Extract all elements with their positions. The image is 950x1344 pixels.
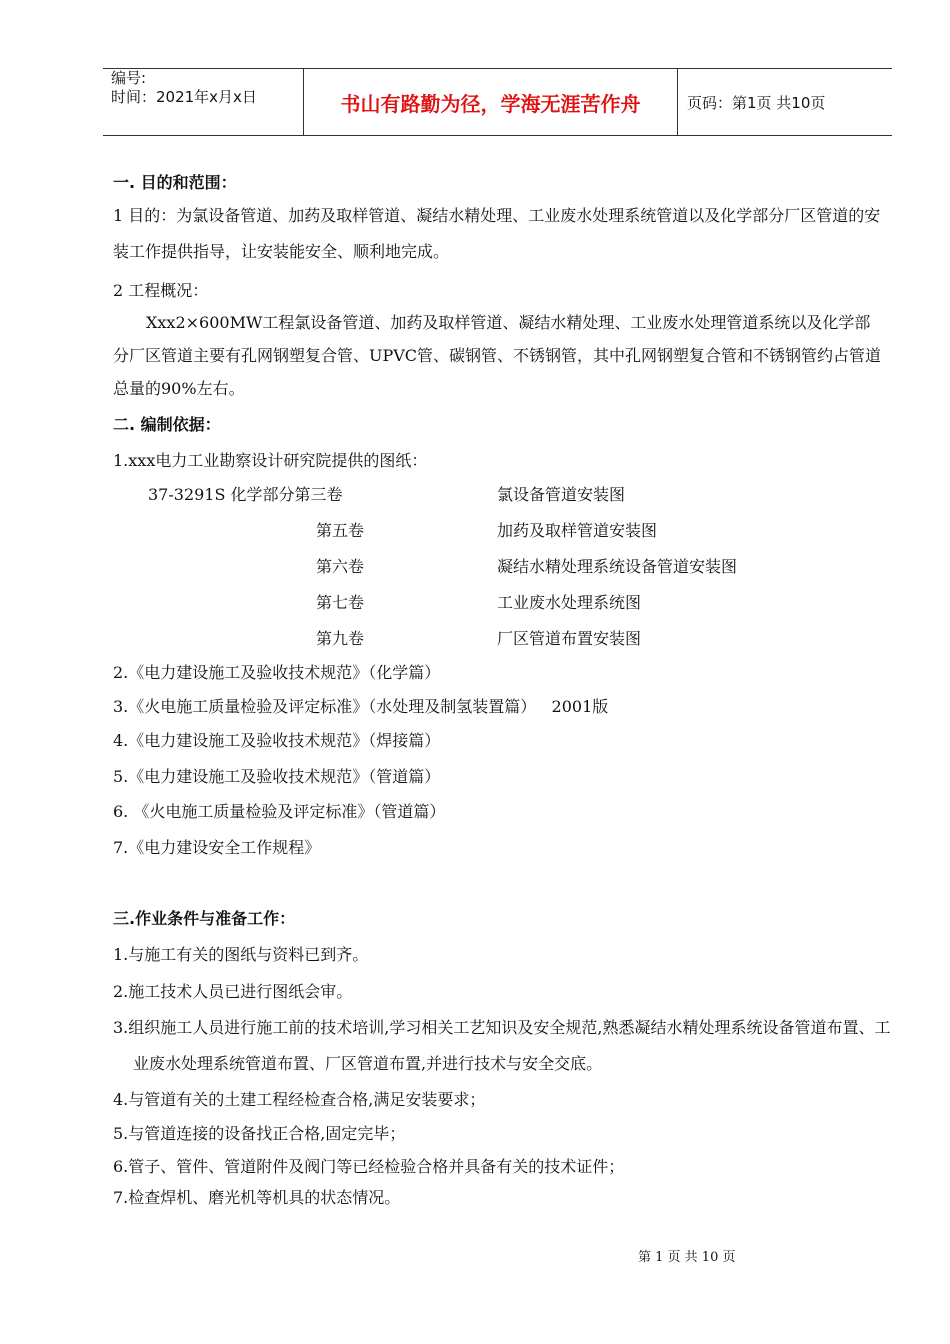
volume-number: 第六卷 <box>316 557 365 576</box>
reference-item: 7.《电力建设安全工作规程》 <box>113 838 321 857</box>
volume-number: 第五卷 <box>316 521 365 540</box>
reference-item: 5.《电力建设施工及验收技术规范》（管道篇） <box>113 767 441 786</box>
condition-item: 5.与管道连接的设备找正合格,固定完毕； <box>113 1124 406 1143</box>
header-page-info: 页码：第1页 共10页 <box>687 93 826 112</box>
section-3-title: 三.作业条件与准备工作： <box>113 909 296 928</box>
volume-name: 氯设备管道安装图 <box>497 485 626 504</box>
header-table <box>103 68 892 136</box>
condition-item: 2.施工技术人员已进行图纸会审。 <box>113 982 353 1001</box>
reference-item: 3.《火电施工质量检验及评定标准》（水处理及制氢装置篇） 2001版 <box>113 697 609 716</box>
reference-item: 2.《电力建设施工及验收技术规范》（化学篇） <box>113 663 441 682</box>
volume-name: 加药及取样管道安装图 <box>497 521 658 540</box>
drawing-code: 37-3291S 化学部分第三卷 <box>148 485 343 504</box>
document-date: 时间：2021年x月x日 <box>111 88 257 106</box>
condition-item: 1.与施工有关的图纸与资料已到齐。 <box>113 945 369 964</box>
condition-item: 3.组织施工人员进行施工前的技术培训,学习相关工艺知识及安全规范,熟悉凝结水精处理系统设备管道布置、工业废水处理系统管道布置、厂区管道布置,并进行技术与安全交底。 <box>113 1018 891 1073</box>
condition-item: 4.与管道有关的土建工程经检查合格,满足安装要求； <box>113 1090 486 1109</box>
volume-name: 凝结水精处理系统设备管道安装图 <box>497 557 738 576</box>
header-motto: 书山有路勤为径，学海无涯苦作舟 <box>304 69 678 135</box>
condition-item: 7.检查焊机、磨光机等机具的状态情况。 <box>113 1188 401 1207</box>
document-number-label: 编号: <box>111 69 147 87</box>
section-1-overview-title: 2 工程概况： <box>113 281 209 300</box>
reference-item: 4.《电力建设施工及验收技术规范》（焊接篇） <box>113 731 441 750</box>
volume-number: 第七卷 <box>316 593 365 612</box>
section-1-purpose: 1 目的：为氯设备管道、加药及取样管道、凝结水精处理、工业废水处理系统管道以及化学部分厂区管道的安装工作提供指导，让安装能安全、顺利地完成。 <box>113 206 881 261</box>
condition-item: 6.管子、管件、管道附件及阀门等已经检验合格并具备有关的技术证件； <box>113 1157 625 1176</box>
section-1-overview: Xxx2×600MW工程氯设备管道、加药及取样管道、凝结水精处理、工业废水处理管道系统以及化学部分厂区管道主要有孔网钢塑复合管、UPVC管、碳钢管、不锈钢管，其中孔网钢塑复合管和不锈钢管约占管道总量的90%左右。 <box>113 313 882 398</box>
volume-name: 工业废水处理系统图 <box>497 593 642 612</box>
header-meta <box>103 69 304 135</box>
volume-number: 第九卷 <box>316 629 365 648</box>
section-2-title: 二. 编制依据： <box>113 415 221 434</box>
volume-name: 厂区管道布置安装图 <box>497 629 642 648</box>
page-footer: 第 1 页 共 10 页 <box>638 1250 736 1265</box>
section-1-title: 一. 目的和范围： <box>113 173 237 192</box>
section-2-item-1: 1.xxx电力工业勘察设计研究院提供的图纸： <box>113 451 428 470</box>
reference-item: 6. 《火电施工质量检验及评定标准》（管道篇） <box>113 802 446 821</box>
